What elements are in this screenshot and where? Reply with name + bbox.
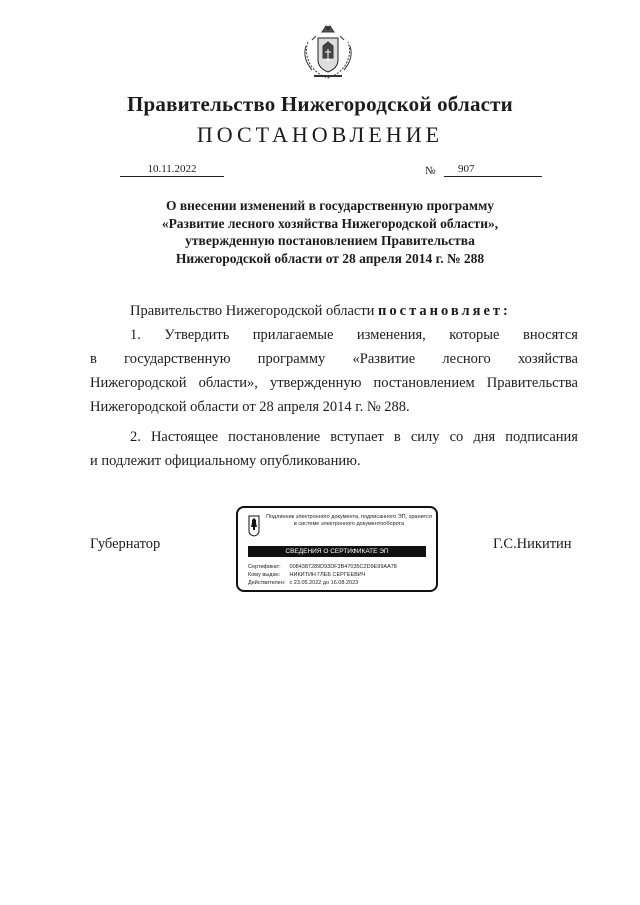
organization-name: Правительство Нижегородской области [127,92,513,116]
word: вносятся [522,327,578,343]
word: Настоящее [150,429,219,445]
document-type: ПОСТАНОВЛЕНИЕ [196,122,444,147]
word: в [90,351,97,367]
word: постановление [228,429,321,445]
word: подписания [505,429,578,445]
word: постановлением [373,375,475,391]
word: утвержденную [269,375,362,391]
stamp-cert-row [248,564,397,570]
document-number: 907 [444,162,542,177]
item1-line: Нижегородской области от 28 апреля 2014 г. № 288. [90,399,410,415]
preamble-text: Правительство Нижегородской области [130,303,375,319]
word: прилагаемые [252,327,334,343]
word: силу [410,429,440,445]
e-signature-stamp [236,506,438,592]
word: вступает [330,429,384,445]
item2-line [130,425,578,449]
item1-line [90,347,578,371]
word: со [449,429,464,445]
preamble-verb: постановляет: [378,303,511,319]
word: Правительства [486,375,578,391]
word: «Развитие [352,351,416,367]
word: Утвердить [164,327,230,343]
valid-label: Действителен: [248,580,286,586]
region-deer-icon [248,515,260,537]
preamble [130,299,511,323]
word: изменения, [356,327,426,343]
item2-line: и подлежит официальному опубликованию. [90,453,361,469]
stamp-valid-row [248,580,358,586]
word: государственную [124,351,231,367]
word: Нижегородской [90,375,187,391]
word: 2. [130,429,141,445]
title-line: «Развитие лесного хозяйства Нижегородской области», [161,215,499,231]
owner-value: НИКИТИН ГЛЕБ СЕРГЕЕВИЧ [289,572,366,578]
item1-line [130,323,578,347]
word: хозяйства [517,351,578,367]
owner-label: Кому выдан: [248,572,281,578]
title-line: Нижегородской области от 28 апреля 2014 г. № 288 [175,250,485,266]
number-label: № [425,165,436,177]
word: дня [473,429,496,445]
cert-value: 0084387289D93DF3B47035C2D9E99AA78 [289,564,397,570]
cert-label: Сертификат: [248,564,281,570]
word: которые [449,327,500,343]
word: 1. [130,327,141,343]
stamp-owner-row [248,572,365,578]
word: области», [198,375,258,391]
word: лесного [442,351,491,367]
title-line: утвержденную постановлением Правительства [185,233,475,248]
title-line: О внесении изменений в государственную программу [165,198,495,213]
coat-of-arms-emblem [300,22,356,82]
document-title [100,197,560,267]
signer-position: Губернатор [90,536,161,552]
document-date: 10.11.2022 [120,162,224,177]
word: в [393,429,401,445]
stamp-note: Подлинник электронного документа, подписанного ЭП, хранится в системе электронного документооборота [266,514,432,527]
valid-value: с 23.05.2022 до 16.08.2023 [289,580,359,586]
signer-name: Г.С.Никитин [493,536,572,552]
item1-line [90,371,578,395]
word: программу [257,351,326,367]
stamp-heading: СВЕДЕНИЯ О СЕРТИФИКАТЕ ЭП [248,546,426,557]
